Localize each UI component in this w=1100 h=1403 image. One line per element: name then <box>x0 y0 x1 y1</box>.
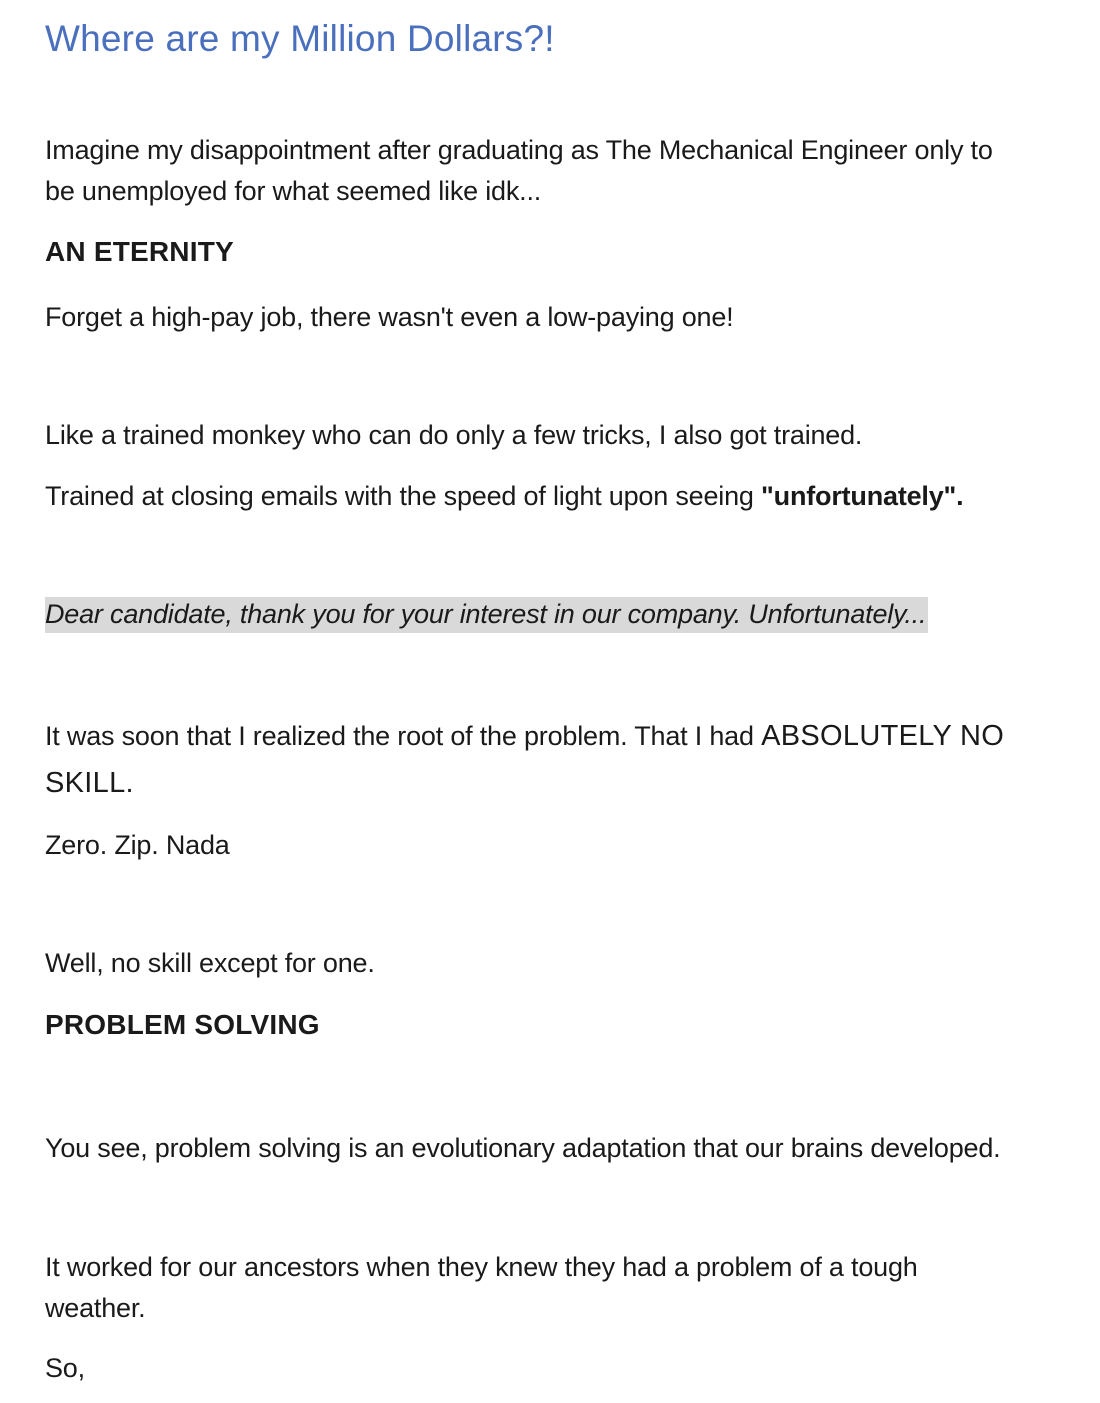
unfortunately-bold: "unfortunately". <box>761 481 964 511</box>
paragraph-closing-emails <box>45 476 963 517</box>
paragraph-root-problem-line-2: SKILL. <box>45 767 134 799</box>
paragraph-trained-monkey: Like a trained monkey who can do only a few tricks, I also got trained. <box>45 420 863 450</box>
paragraph-evolutionary-adaptation: You see, problem solving is an evolutionary adaptation that our brains developed. <box>45 1133 1001 1163</box>
rejection-quote <box>45 594 928 635</box>
closing-emails-text: Trained at closing emails with the speed of light upon seeing <box>45 481 762 511</box>
paragraph-root-problem-line-1 <box>45 716 1004 757</box>
document-title: Where are my Million Dollars?! <box>45 18 555 59</box>
heading-an-eternity: AN ETERNITY <box>45 236 234 267</box>
highlighted-quote-text: Dear candidate, thank you for your interest in our company. Unfortunately... <box>45 597 928 633</box>
paragraph-no-skill-except: Well, no skill except for one. <box>45 948 375 978</box>
paragraph-ancestors-line-2: weather. <box>45 1293 146 1323</box>
paragraph-forget-job: Forget a high-pay job, there wasn't even a low-paying one! <box>45 302 734 332</box>
paragraph-ancestors-line-1: It worked for our ancestors when they knew they had a problem of a tough <box>45 1252 918 1282</box>
paragraph-zero-zip-nada: Zero. Zip. Nada <box>45 830 230 860</box>
heading-problem-solving: PROBLEM SOLVING <box>45 1009 320 1040</box>
root-problem-text: It was soon that I realized the root of the problem. That I had <box>45 721 762 751</box>
paragraph-intro-line-2: be unemployed for what seemed like idk... <box>45 176 542 206</box>
paragraph-intro-line-1: Imagine my disappointment after graduating as The Mechanical Engineer only to <box>45 135 993 165</box>
paragraph-so: So, <box>45 1353 85 1383</box>
absolutely-no-emphasis: ABSOLUTELY NO <box>761 720 1005 752</box>
